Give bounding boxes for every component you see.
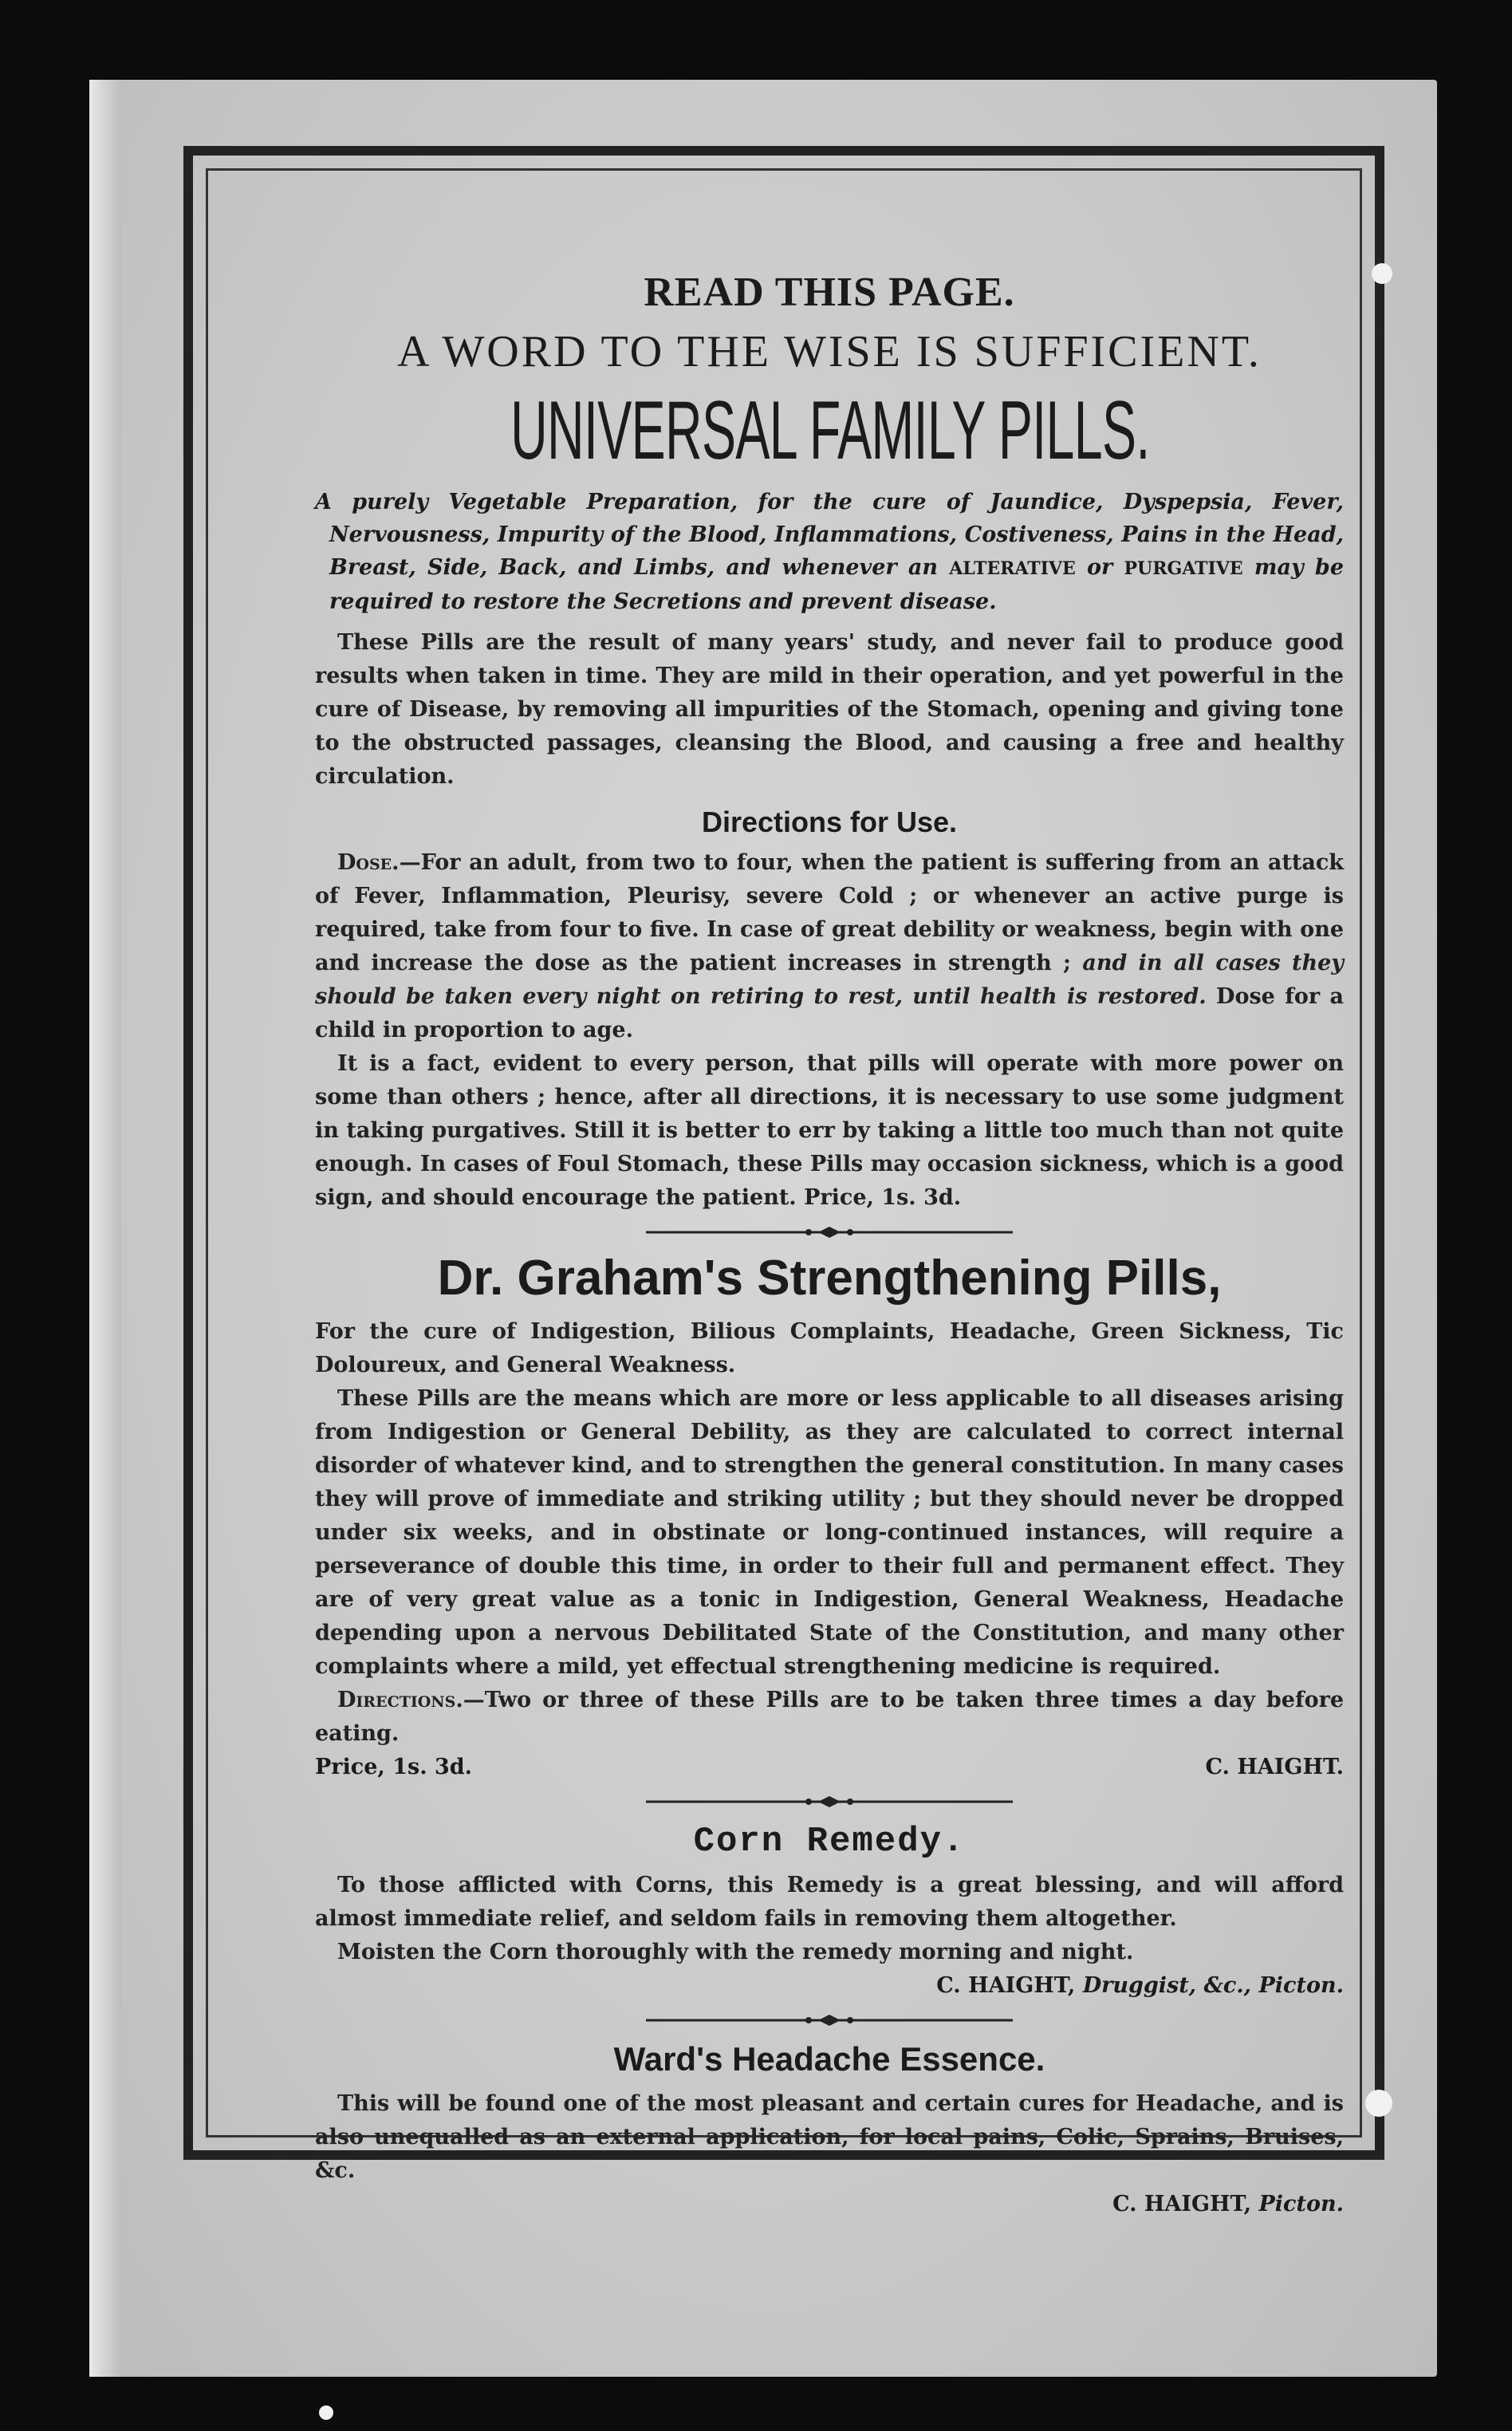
header-word-to-wise: A WORD TO THE WISE IS SUFFICIENT. [397,327,1262,376]
universal-intro-purgative: PURGATIVE [1124,558,1243,579]
universal-paragraph-1: These Pills are the result of many years' study, and never fail to produce good results when taken in time. They are mild in their operation, and yet powerful in the cure of Disease, by removing all impurities of the Stomach, opening and giving tone to the obstructed passages, cleansing the Blood, and causing a free and healthy circulation. [315,630,1344,789]
corn-remedy-title: Corn Remedy. [693,1822,966,1862]
wards-signature-place: Picton. [1258,2192,1344,2216]
dose-label: Dose. [337,850,400,875]
wards-paragraph-1: This will be found one of the most pleasant and certain cures for Headache, and is also unequalled as an external application, for local pains, Colic, Sprains, Bruises, &c. [315,2091,1344,2183]
wards-signature [315,2188,1344,2221]
page-binding-edge [89,80,121,2377]
universal-intro-alterative: ALTERATIVE [949,558,1076,579]
wards-signature-name: C. HAIGHT, [1112,2192,1259,2216]
dose-italic: and in all cases they should be taken every night on retiring to rest, until health is restored. [315,951,1344,1009]
grahams-intro: For the cure of Indigestion, Bilious Complaints, Headache, Green Sickness, Tic Doloureux, and General Weakness. [315,1319,1344,1377]
ornamental-divider [646,1794,1013,1810]
universal-intro-end: may be required to restore the Secretions and prevent disease. [329,555,1344,614]
grahams-directions-label: Directions. [337,1688,463,1712]
paper-blemish [1365,2090,1392,2117]
ornamental-divider [646,2012,1013,2028]
corn-signature [315,1969,1344,2003]
universal-intro-or: or [1075,555,1124,580]
grahams-paragraph-1: These Pills are the means which are more or less applicable to all diseases arising from Indigestion or General Debility, as they are calculated to correct internal disorder of whatever kind, and to strengthen the general constitution. In many cases they will prove of immediate and striking utility ; but they should never be dropped under six weeks, and in obstinate or long-continued instances, will require a perseverance of double this time, in order to their full and permanent effect. They are of very great value as a tonic in Indigestion, General Weakness, Headache depending upon a nervous Debilitated State of the Constitution, and many other complaints where a mild, yet effectual strengthening medicine is required. [315,1386,1344,1679]
grahams-footer [315,1751,1344,1784]
universal-paragraph-3: It is a fact, evident to every person, that pills will operate with more power on some than others ; hence, after all directions, it is necessary to use some judgment in taking purgatives. Still it is better to err by taking a little too much than not quite enough. In cases of Foul Stomach, these Pills may occasion sickness, which is a good sign, and should encourage the patient. Price, 1s. 3d. [315,1051,1344,1210]
universal-dose-paragraph [315,846,1344,1047]
paper-blemish [1372,263,1392,284]
wards-title: Ward's Headache Essence. [613,2040,1045,2078]
dose-end: Dose for a child in proportion to age. [315,984,1344,1042]
universal-intro [315,486,1344,618]
directions-heading: Directions for Use. [701,806,958,838]
grahams-title: Dr. Graham's Strengthening Pills, [437,1251,1222,1306]
grahams-signature: C. HAIGHT. [1205,1755,1344,1779]
dose-text: —For an adult, from two to four, when the patient is suffering from an attack of Fever, Inflammation, Pleurisy, severe Cold ; or whenever an active purge is required, take from four to five. In case of great debility or weakness, begin with one and increase the dose as the patient increases in strength ; [315,850,1344,975]
grahams-price: Price, 1s. 3d. [315,1755,473,1779]
corn-signature-place: Druggist, &c., Picton. [1082,1973,1344,1998]
corn-paragraph-2: Moisten the Corn thoroughly with the remedy morning and night. [337,1940,1134,1964]
grahams-directions-text: —Two or three of these Pills are to be taken three times a day before eating. [315,1688,1344,1746]
grahams-directions [315,1684,1344,1751]
universal-intro-text: A purely Vegetable Preparation, for the cure of Jaundice, Dyspepsia, Fever, Nervousness, Impurity of the Blood, Inflammations, Costiveness, Pains in the Head, Breast, Side, Back, and Limbs, and whenever an [315,490,1344,580]
header-read-this-page: READ THIS PAGE. [644,270,1015,315]
corn-signature-name: C. HAIGHT, [936,1973,1083,1998]
corn-paragraph-1: To those afflicted with Corns, this Remedy is a great blessing, and will afford almost immediate relief, and seldom fails in removing them altogether. [315,1873,1344,1931]
advertisement-content [315,267,1344,2221]
paper-blemish [319,2405,333,2420]
header-universal-family-pills: UNIVERSAL FAMILY PILLS. [510,384,1150,477]
ornamental-divider [646,1224,1013,1240]
